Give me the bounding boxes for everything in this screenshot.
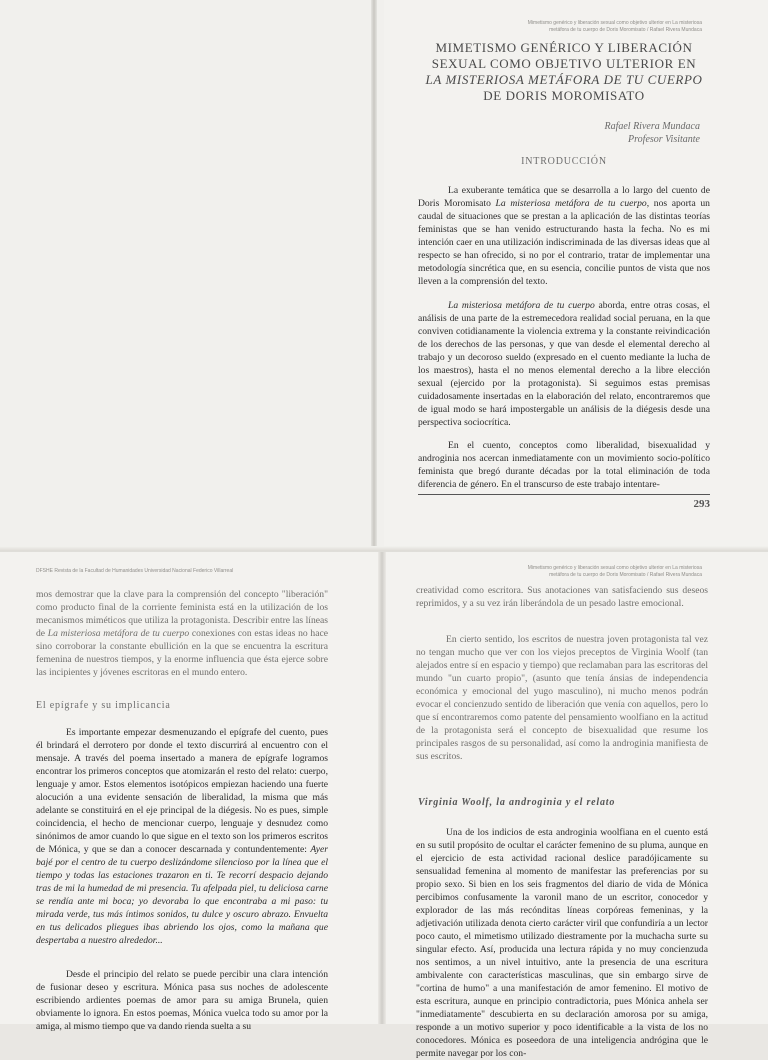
title-line: MIMETISMO GENÉRICO Y LIBERACIÓN: [435, 40, 693, 55]
article-title: [418, 40, 710, 104]
author-name: Rafael Rivera Mundaca: [604, 121, 700, 132]
footer-rule: [418, 494, 710, 495]
title-line: SEXUAL COMO OBJETIVO ULTERIOR EN: [431, 56, 697, 71]
title-line-work: LA MISTERIOSA METÁFORA DE TU CUERPO: [425, 72, 703, 87]
paragraph: En cierto sentido, los escritos de nuestra joven protagonista tal vez no tengan mucho que ver con los viejos preceptos de Virginia Woolf (tan alejados entre sí en espacio y tiempo) que reclamaban para las escritoras del mundo "un cuarto propio", (asunto que tenía ánsias de independencia económica y emocional del yugo masculino), ni mucho menos podrán evocar el concienzudo sentido de liberación que venía con aquellos, pero lo que sí encontraremos como patente del pensamiento woolfiano en la actitud de la protagonista será el concepto de bisexualidad que resume los principales rasgos de su personalidad, así como la androginia manifiesta de sus escritos.: [416, 634, 708, 762]
paragraph: mos demostrar que la clave para la comprensión del concepto "liberación" como producto final de la corriente feminista está en la utilización de los mecanismos miméticos que utiliza la protagonista. Describir entre las líneas de La misteriosa metáfora de tu cuerpo conexiones con estas ideas no hace sino corroborar la constante ebullición en la que se encuentra la escritura femenina de nuestros tiempos, y la enorme influencia que ésta ejerce sobre las incipientes y jóvenes escritoras en el mundo entero.: [36, 589, 328, 678]
book-spine: [378, 552, 386, 1024]
running-head: DFSHE Revista de la Facultad de Humanidades Universidad Nacional Federico Villarreal: [36, 568, 234, 574]
blank-page: [0, 0, 384, 552]
work-title: La misteriosa metáfora de tu cuerpo: [448, 300, 595, 311]
running-head: Mimetismo genérico y liberación sexual como objetivo ulterior en La misteriosa metáfora de tu cuerpo de Doris Moromisato / Rafael Rivera Mundaca: [527, 20, 702, 33]
book-spine: [371, 0, 377, 552]
author-block: [520, 120, 700, 146]
title-line: DE DORIS MOROMISATO: [483, 88, 645, 103]
paragraph: En el cuento, conceptos como liberalidad, bisexualidad y androginia nos acercan inmediatamente con un movimiento socio-político feminista que bregó durante décadas por la total eliminación de toda diferencia de género. En el transcurso de este trabajo intentare-: [418, 440, 710, 490]
work-title: La misteriosa metáfora de tu cuerpo: [495, 198, 647, 209]
work-title: La misteriosa metáfora de tu cuerpo: [47, 628, 190, 639]
section-heading-introduction: INTRODUCCIÓN: [521, 156, 607, 167]
paragraph: creatividad como escritora. Sus anotaciones van satisfaciendo sus deseos reprimidos, y a su vez irán liberándola de un pesado lastre emocional.: [416, 585, 708, 609]
paragraph: Una de los indicios de esta androginia woolfiana en el cuento está en su sutil propósito de ocultar el carácter femenino de su pluma, aunque en el ejercicio de esta actividad racional deslice paradójicamente su sensualidad femenina al momento de manifestar las preferencias por su propio sexo. Si bien en los seis fragmentos del diario de vida de Mónica percibimos confusamente la varonil mano de un escritor, conocedor y explorador de las más recónditas líneas corpóreas femeninas, y la adjetivación utilizada denota cierto carácter viril que confundiría a un lector poco cauto, el mimetismo utilizado diestramente por la muchacha surte su singular efecto. Así, producida una lectura rápida y no muy concienzuda nos sentimos, a un nivel intuitivo, ante la presencia de una escritura ambivalente con características masculinas, que sin embargo sirve de "cortina de humo" a una manifestación de amor femenino. El motivo de esta escritura, aunque en principio contradictoria, pues Mónica anhela ser "inmediatamente" descubierta en su declaración amorosa por su amiga, responde a un motivo superior y poco identificable a la vista de los no conocedores. Mónica es poseedora de una inteligencia andrógina que le permite navegar por los con-: [416, 827, 708, 1059]
running-head: Mimetismo genérico y liberación sexual como objetivo ulterior en La misteriosa metáfora de tu cuerpo de Doris Moromisato / Rafael Rivera Mundaca: [527, 565, 702, 578]
paragraph: Desde el principio del relato se puede percibir una clara intención de fusionar deseo y escritura. Mónica pasa sus noches de adolescente escribiendo ardientes poemas de amor para su amiga Brunela, quien obviamente lo ignora. En estos poemas, Mónica vuelca todo su amor por la amiga, al mismo tiempo que va dando rienda suelta a su: [36, 969, 328, 1032]
section-heading-epigraph: El epígrafe y su implicancia: [36, 700, 171, 711]
page-number: 293: [693, 498, 710, 510]
paragraph: Es importante empezar desmenuzando el epígrafe del cuento, pues él brindará el derrotero por donde el texto discurrirá al encuentro con el mensaje. A través del poema insertado a manera de epígrafe logramos encontrar los primeros conceptos que atomizarán el resto del relato: cuerpo, lenguaje y amor. Estos elementos isotópicos empiezan haciendo una fuerte alocución a una evidente sensación de liberalidad, la misma que más adelante se constituirá en el eje principal de la diégesis. No es pues, simple coincidencia, el hecho de mencionar cuerpo, lenguaje y desnudez como sinónimos de amor cuando lo que sigue en el texto son los primeros escritos de Mónica, y que se dan a conocer descarnada y contundentemente: Ayer bajé por el centro de tu cuerpo deslizándome silencioso por la línea que el tiempo y todas las estaciones trazaron en ti. Te recorrí despacio dejando tras de mi la humedad de mi presencia. Tu afelpada piel, tu deliciosa carne se rendía ante mi boca; yo devoraba lo que encontraba a mi paso: tu mirada verde, tus más íntimos sonidos, tu dulce y oscuro abrazo. Envuelta en tus delicados pliegues ibas abriendo los ojos, como la mañana que despertaba a nuestro alrededor...: [36, 727, 328, 946]
section-heading-woolf: Virginia Woolf, la androginia y el relato: [418, 797, 616, 808]
author-role: Profesor Visitante: [628, 134, 700, 145]
quotation: Ayer bajé por el centro de tu cuerpo deslizándome silencioso por la línea que el tiempo y todas las estaciones trazaron en ti. Te recorrí despacio dejando tras de mi la humedad de mi presencia. Tu afelpada piel, tu deliciosa carne se rendía ante mi boca; yo devoraba lo que encontraba a mi paso: tu mirada verde, tus más íntimos sonidos, tu dulce y oscuro abrazo. Envuelta en tus delicados pliegues ibas abriendo los ojos, como la mañana que despertaba a nuestro alrededor...: [36, 844, 328, 946]
paragraph: La exuberante temática que se desarrolla a lo largo del cuento de Doris Moromisato La misteriosa metáfora de tu cuerpo, nos aporta un caudal de situaciones que se prestan a la aplicación de las distintas teorías feministas que se han venido estructurando hasta la fecha. No es mi intención caer en una utilización indiscriminada de las diversas ideas que al respecto se han ofrecido, si no por el contrario, tratar de implementar una metodología sincrética que, en su esencia, concilie puntos de vista que nos lleven a la comprensión del texto.: [418, 185, 710, 287]
paragraph: La misteriosa metáfora de tu cuerpo aborda, entre otras cosas, el análisis de una parte de la estremecedora realidad social peruana, en la que conviven cotidianamente la violencia extrema y la constante reivindicación de los derechos de las personas, y que van desde el elemental derecho al trabajo y un decoroso sueldo (expresado en el cuento mediante la lucha de los maestros), hasta el no menos elemental derecho a la libre elección sexual (ejercido por la protagonista). Si seguimos estas premisas cuidadosamente insertadas en la elaboración del relato, encontraremos que de igual modo se hará impostergable un análisis de la diégesis desde una perspectiva sociocrítica.: [418, 300, 711, 428]
